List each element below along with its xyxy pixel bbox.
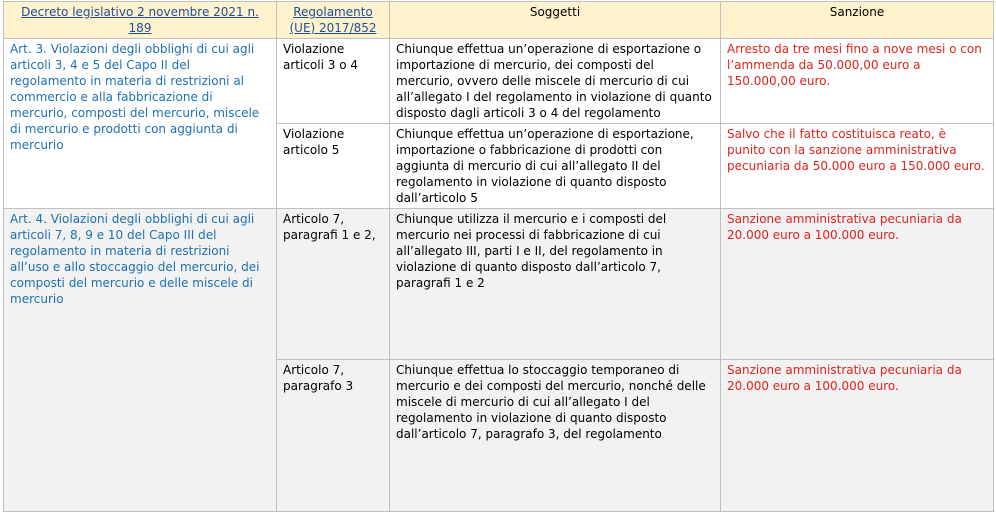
article-4-description: Art. 4. Violazioni degli obblighi di cui agli articoli 7, 8, 9 e 10 del Capo III del regolamento in materia di restrizioni all’uso e allo stoccaggio del mercurio, dei composti del mercurio e delle miscele di mercurio	[4, 209, 277, 512]
subjects-cell: Chiunque effettua lo stoccaggio temporaneo di mercurio e dei composti del mercurio, nonché delle miscele di mercurio di cui all’allegato I del regolamento in violazione di quanto disposto dall’articolo 7, paragrafo 3, del regolamento	[390, 360, 721, 512]
header-soggetti: Soggetti	[390, 2, 721, 39]
article-3-description: Art. 3. Violazioni degli obblighi di cui agli articoli 3, 4 e 5 del Capo II del regolamento in materia di restrizioni al commercio e alla fabbricazione di mercurio, composti del mercurio, miscele di mercurio e prodotti con aggiunta di mercurio	[4, 39, 277, 209]
reference-cell: Violazione articoli 3 o 4	[277, 39, 390, 124]
table-row	[4, 209, 994, 360]
reference-cell: Articolo 7, paragrafi 1 e 2,	[277, 209, 390, 360]
header-decreto-link[interactable]: Decreto legislativo 2 novembre 2021 n. 189	[4, 2, 277, 39]
subjects-cell: Chiunque utilizza il mercurio e i composti del mercurio nei processi di fabbricazione di cui all’allegato III, parti I e II, del regolamento in violazione di quanto disposto dall’articolo 7, paragrafi 1 e 2	[390, 209, 721, 360]
subjects-cell: Chiunque effettua un’operazione di esportazione o importazione di mercurio, dei composti del mercurio, ovvero delle miscele di mercurio di cui all’allegato I del regolamento in violazione di quanto disposto dagli articoli 3 o 4 del regolamento	[390, 39, 721, 124]
sanction-cell: Sanzione amministrativa pecuniaria da 20.000 euro a 100.000 euro.	[721, 360, 994, 512]
reference-cell: Violazione articolo 5	[277, 124, 390, 209]
reference-cell: Articolo 7, paragrafo 3	[277, 360, 390, 512]
header-sanzione: Sanzione	[721, 2, 994, 39]
sanction-cell: Salvo che il fatto costituisca reato, è punito con la sanzione amministrativa pecuniaria da 50.000 euro a 150.000 euro.	[721, 124, 994, 209]
subjects-cell: Chiunque effettua un’operazione di esportazione, importazione o fabbricazione di prodotti con aggiunta di mercurio di cui all’allegato II del regolamento in violazione di quanto disposto dall’articolo 5	[390, 124, 721, 209]
header-row	[4, 2, 994, 39]
sanction-cell: Sanzione amministrativa pecuniaria da 20.000 euro a 100.000 euro.	[721, 209, 994, 360]
header-regolamento-link[interactable]: Regolamento (UE) 2017/852	[277, 2, 390, 39]
sanctions-table	[3, 1, 994, 512]
sanction-cell: Arresto da tre mesi fino a nove mesi o con l’ammenda da 50.000,00 euro a 150.000,00 euro.	[721, 39, 994, 124]
table-row	[4, 39, 994, 124]
